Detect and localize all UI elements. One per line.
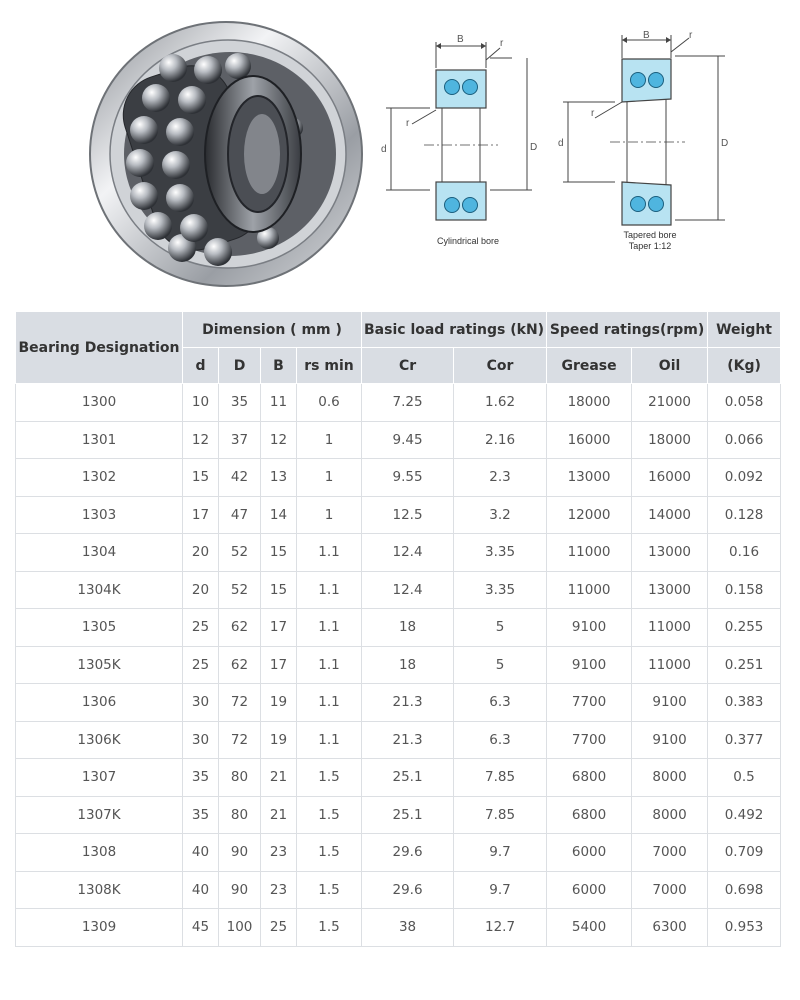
cell-D: 47: [219, 496, 261, 534]
cell-d: 30: [183, 684, 219, 722]
cell-cor: 6.3: [454, 684, 547, 722]
cell-B: 17: [261, 609, 297, 647]
cell-oil: 8000: [632, 796, 708, 834]
cell-D: 72: [219, 684, 261, 722]
cell-cr: 9.45: [362, 421, 454, 459]
table-row: [16, 571, 781, 609]
cell-d: 35: [183, 796, 219, 834]
cell-B: 14: [261, 496, 297, 534]
cell-d: 35: [183, 759, 219, 797]
cell-B: 23: [261, 871, 297, 909]
table-row: [16, 459, 781, 497]
table-row: [16, 834, 781, 872]
dim-r-left-label: r: [406, 118, 410, 129]
cell-weight: 0.698: [708, 871, 781, 909]
cell-weight: 0.383: [708, 684, 781, 722]
cell-rs-min: 1.5: [297, 834, 362, 872]
table-row: [16, 871, 781, 909]
cell-oil: 18000: [632, 421, 708, 459]
dim-r-left-label: r: [591, 108, 595, 119]
header-d: d: [183, 348, 219, 384]
dim-D-label: D: [721, 138, 729, 149]
bearing-photo: [78, 8, 366, 296]
cell-cr: 12.5: [362, 496, 454, 534]
cell-d: 10: [183, 384, 219, 422]
cell-B: 15: [261, 534, 297, 572]
cell-D: 37: [219, 421, 261, 459]
cell-D: 90: [219, 871, 261, 909]
cell-grease: 11000: [547, 534, 632, 572]
cell-cor: 2.3: [454, 459, 547, 497]
cell-rs-min: 1: [297, 496, 362, 534]
cell-B: 13: [261, 459, 297, 497]
cell-rs-min: 1: [297, 459, 362, 497]
cell-weight: 0.092: [708, 459, 781, 497]
cell-cr: 25.1: [362, 759, 454, 797]
dim-b-label: B: [643, 30, 650, 41]
cell-grease: 9100: [547, 609, 632, 647]
cell-grease: 6800: [547, 796, 632, 834]
cell-rs-min: 1: [297, 421, 362, 459]
cell-D: 62: [219, 646, 261, 684]
cell-d: 25: [183, 646, 219, 684]
header-load-ratings: Basic load ratings (kN): [362, 312, 547, 348]
cell-weight: 0.158: [708, 571, 781, 609]
cell-grease: 13000: [547, 459, 632, 497]
cell-designation: 1307: [16, 759, 183, 797]
cell-d: 20: [183, 534, 219, 572]
tapered-bore-caption-line2: Taper 1:12: [628, 241, 672, 251]
cell-grease: 6000: [547, 871, 632, 909]
cell-designation: 1304: [16, 534, 183, 572]
cell-rs-min: 1.1: [297, 684, 362, 722]
cell-weight: 0.251: [708, 646, 781, 684]
cell-B: 12: [261, 421, 297, 459]
cell-rs-min: 1.1: [297, 721, 362, 759]
bearing-spec-table: [15, 311, 781, 947]
cell-cor: 1.62: [454, 384, 547, 422]
header-speed-ratings: Speed ratings(rpm): [547, 312, 708, 348]
cell-d: 17: [183, 496, 219, 534]
cell-designation: 1305: [16, 609, 183, 647]
table-row: [16, 646, 781, 684]
table-row: [16, 609, 781, 647]
cell-B: 21: [261, 796, 297, 834]
cell-grease: 7700: [547, 684, 632, 722]
cell-oil: 7000: [632, 871, 708, 909]
cell-d: 40: [183, 871, 219, 909]
cell-designation: 1305K: [16, 646, 183, 684]
cell-B: 11: [261, 384, 297, 422]
header-cr: Cr: [362, 348, 454, 384]
cell-B: 17: [261, 646, 297, 684]
cell-oil: 9100: [632, 684, 708, 722]
header-bearing-designation: Bearing Designation: [16, 312, 183, 384]
cell-grease: 9100: [547, 646, 632, 684]
cell-designation: 1300: [16, 384, 183, 422]
cell-rs-min: 1.5: [297, 871, 362, 909]
dim-r-top-label: r: [500, 38, 504, 49]
cell-designation: 1306K: [16, 721, 183, 759]
table-body: [16, 384, 781, 947]
tapered-bore-caption: [600, 230, 700, 252]
cell-designation: 1308: [16, 834, 183, 872]
cell-B: 15: [261, 571, 297, 609]
cell-d: 12: [183, 421, 219, 459]
cell-rs-min: 1.1: [297, 571, 362, 609]
header-oil: Oil: [632, 348, 708, 384]
cell-weight: 0.066: [708, 421, 781, 459]
table-row: [16, 684, 781, 722]
cell-cor: 12.7: [454, 909, 547, 947]
cell-weight: 0.492: [708, 796, 781, 834]
cell-cr: 12.4: [362, 571, 454, 609]
cell-cor: 3.2: [454, 496, 547, 534]
cell-cor: 9.7: [454, 834, 547, 872]
table-row: [16, 496, 781, 534]
cell-oil: 7000: [632, 834, 708, 872]
cell-B: 21: [261, 759, 297, 797]
cell-cr: 18: [362, 609, 454, 647]
cell-cr: 9.55: [362, 459, 454, 497]
cell-weight: 0.953: [708, 909, 781, 947]
table-row: [16, 909, 781, 947]
cell-rs-min: 0.6: [297, 384, 362, 422]
cell-cr: 29.6: [362, 871, 454, 909]
header-weight-unit: (Kg): [708, 348, 781, 384]
cell-D: 42: [219, 459, 261, 497]
cell-cr: 7.25: [362, 384, 454, 422]
cell-designation: 1302: [16, 459, 183, 497]
cell-B: 25: [261, 909, 297, 947]
cell-weight: 0.128: [708, 496, 781, 534]
cell-d: 45: [183, 909, 219, 947]
header-grease: Grease: [547, 348, 632, 384]
cell-cr: 25.1: [362, 796, 454, 834]
cell-grease: 18000: [547, 384, 632, 422]
cell-designation: 1303: [16, 496, 183, 534]
cylindrical-bore-caption: Cylindrical bore: [436, 236, 500, 246]
cell-cr: 38: [362, 909, 454, 947]
cell-B: 19: [261, 684, 297, 722]
cell-weight: 0.377: [708, 721, 781, 759]
dim-d-label: d: [558, 138, 564, 149]
cell-D: 72: [219, 721, 261, 759]
cell-cor: 3.35: [454, 534, 547, 572]
cell-D: 80: [219, 796, 261, 834]
table-row: [16, 384, 781, 422]
cell-grease: 7700: [547, 721, 632, 759]
cell-D: 52: [219, 534, 261, 572]
cell-d: 20: [183, 571, 219, 609]
dim-D-label: D: [530, 142, 538, 153]
cell-oil: 16000: [632, 459, 708, 497]
cell-grease: 6000: [547, 834, 632, 872]
cell-cr: 21.3: [362, 721, 454, 759]
dim-b-label: B: [457, 34, 464, 45]
cell-oil: 13000: [632, 534, 708, 572]
cell-designation: 1308K: [16, 871, 183, 909]
cell-oil: 6300: [632, 909, 708, 947]
cell-cor: 3.35: [454, 571, 547, 609]
cell-grease: 16000: [547, 421, 632, 459]
header-cor: Cor: [454, 348, 547, 384]
cell-designation: 1306: [16, 684, 183, 722]
cell-cr: 29.6: [362, 834, 454, 872]
cell-oil: 9100: [632, 721, 708, 759]
cell-rs-min: 1.1: [297, 534, 362, 572]
header-weight: Weight: [708, 312, 781, 348]
cell-oil: 13000: [632, 571, 708, 609]
cell-d: 25: [183, 609, 219, 647]
cell-weight: 0.16: [708, 534, 781, 572]
cell-cor: 7.85: [454, 759, 547, 797]
table-row: [16, 421, 781, 459]
cell-D: 52: [219, 571, 261, 609]
cell-grease: 6800: [547, 759, 632, 797]
cell-grease: 5400: [547, 909, 632, 947]
cell-cr: 21.3: [362, 684, 454, 722]
table-row: [16, 534, 781, 572]
dim-r-top-label: r: [689, 30, 693, 41]
header-row-groups: [16, 312, 781, 348]
cell-weight: 0.709: [708, 834, 781, 872]
cell-oil: 11000: [632, 609, 708, 647]
cell-oil: 14000: [632, 496, 708, 534]
table-row: [16, 759, 781, 797]
cylindrical-bore-diagram: [372, 30, 572, 265]
cell-cor: 2.16: [454, 421, 547, 459]
cell-d: 30: [183, 721, 219, 759]
cell-designation: 1307K: [16, 796, 183, 834]
cell-D: 100: [219, 909, 261, 947]
cell-grease: 12000: [547, 496, 632, 534]
cell-B: 23: [261, 834, 297, 872]
cell-rs-min: 1.1: [297, 646, 362, 684]
cell-cor: 9.7: [454, 871, 547, 909]
cell-D: 90: [219, 834, 261, 872]
table-row: [16, 721, 781, 759]
cell-rs-min: 1.5: [297, 759, 362, 797]
cell-D: 35: [219, 384, 261, 422]
cell-cor: 5: [454, 609, 547, 647]
dim-d-label: d: [381, 144, 387, 155]
cell-D: 80: [219, 759, 261, 797]
cell-rs-min: 1.5: [297, 909, 362, 947]
cell-cor: 6.3: [454, 721, 547, 759]
cell-designation: 1304K: [16, 571, 183, 609]
header-dimension: Dimension ( mm ): [183, 312, 362, 348]
cell-cr: 12.4: [362, 534, 454, 572]
cell-rs-min: 1.5: [297, 796, 362, 834]
cell-designation: 1301: [16, 421, 183, 459]
cell-weight: 0.058: [708, 384, 781, 422]
tapered-bore-caption-line1: Tapered bore: [623, 230, 677, 240]
cell-D: 62: [219, 609, 261, 647]
cell-B: 19: [261, 721, 297, 759]
header-D: D: [219, 348, 261, 384]
table-row: [16, 796, 781, 834]
cell-cr: 18: [362, 646, 454, 684]
cell-cor: 7.85: [454, 796, 547, 834]
cell-cor: 5: [454, 646, 547, 684]
cell-grease: 11000: [547, 571, 632, 609]
cell-weight: 0.5: [708, 759, 781, 797]
cell-oil: 21000: [632, 384, 708, 422]
cell-oil: 8000: [632, 759, 708, 797]
cell-d: 40: [183, 834, 219, 872]
header-B: B: [261, 348, 297, 384]
cell-d: 15: [183, 459, 219, 497]
cell-rs-min: 1.1: [297, 609, 362, 647]
table-header: [16, 312, 781, 384]
cell-oil: 11000: [632, 646, 708, 684]
cell-designation: 1309: [16, 909, 183, 947]
cell-weight: 0.255: [708, 609, 781, 647]
header-rs-min: rs min: [297, 348, 362, 384]
